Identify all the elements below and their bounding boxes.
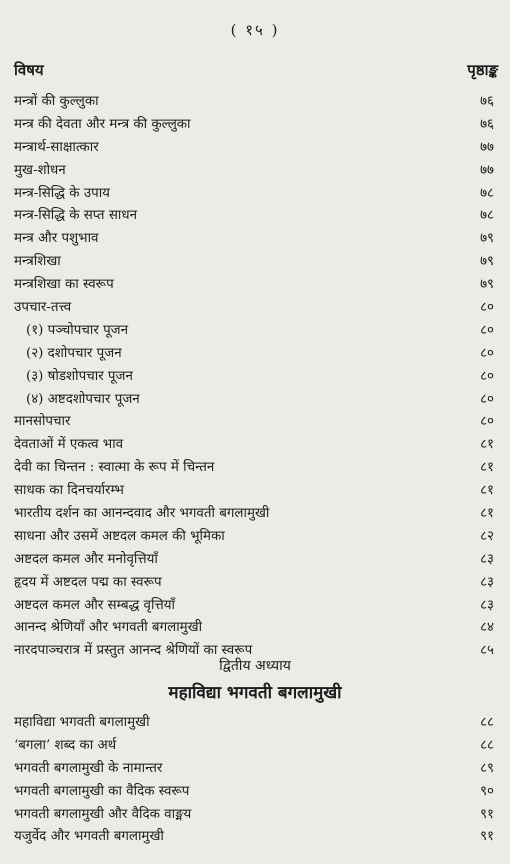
toc-entry [14,297,496,320]
toc-entry [14,781,496,804]
toc-subentry [14,320,496,343]
entry-page: ८१ [480,483,494,499]
entry-page: ८५ [480,643,494,659]
entry-page: ७६ [480,116,494,132]
entry-page: ८० [480,300,494,316]
entry-page: ८८ [480,715,494,730]
entry-title: मन्त्र और पशुभाव [14,231,99,247]
entry-page: ७८ [480,185,494,201]
entry-page: ८१ [480,437,494,453]
toc-entry [14,572,496,595]
toc-entry [14,114,496,137]
entry-title: भगवती बगलामुखी के नामान्तर [14,760,163,776]
toc-entry [14,205,496,228]
entry-title: भगवती बगलामुखी और वैदिक वाङ्मय [14,806,192,822]
entry-title: नारदपाञ्चरात्र में प्रस्तुत आनन्द श्रेणियों का स्वरूप [14,643,253,659]
entry-page: ७८ [480,208,494,224]
entry-title: मन्त्रशिखा [14,254,61,270]
entry-page: ८३ [480,574,494,590]
entry-page: ७९ [480,277,494,293]
toc-entry [14,457,496,480]
entry-title: यजुर्वेद और भगवती बगलामुखी [14,829,164,845]
toc-entry [14,617,496,640]
entry-page: ८० [480,368,494,384]
entry-title: मन्त्रों की कुल्लुका [14,94,99,109]
entry-title: महाविद्या भगवती बगलामुखी [14,715,150,730]
entry-title: आनन्द श्रेणियाँ और भगवती बगलामुखी [14,620,203,636]
entry-page: ८० [480,345,494,361]
entry-page: ८० [480,414,494,430]
entry-page: ८२ [480,528,494,544]
toc-entry [14,411,496,434]
toc-header [14,60,498,80]
entry-page: ७७ [480,139,494,155]
toc-entry [14,183,496,206]
entry-title: (२) दशोपचार पूजन [26,345,122,361]
entry-title: साधना और उसमें अष्टदल कमल की भूमिका [14,528,225,544]
entry-title: साधक का दिनचर्यारम्भ [14,483,124,499]
entry-page: ८० [480,322,494,338]
entry-title: देवी का चिन्तन : स्वात्मा के रूप में चिन्तन [14,460,215,476]
entry-page: ७९ [480,231,494,247]
toc-entry [14,735,496,758]
entry-title: मन्त्र-सिद्धि के उपाय [14,185,110,201]
toc-entry [14,549,496,572]
toc-entry [14,595,496,618]
chapter-label: द्वितीय अध्याय [219,658,291,674]
entry-page: ८३ [480,597,494,613]
entry-title: भगवती बगलामुखी का वैदिक स्वरूप [14,783,190,799]
entry-title: देवताओं में एकत्व भाव [14,437,124,453]
entry-page: ८८ [480,737,494,753]
entry-title: (४) अष्टदशोपचार पूजन [26,391,140,407]
toc-entry [14,480,496,503]
toc-entry [14,503,496,526]
entry-page: ९० [480,783,494,799]
entry-page: ८१ [480,460,494,476]
entry-title: मन्त्र-सिद्धि के सप्त साधन [14,208,138,224]
toc-entry [14,526,496,549]
toc-entry [14,712,496,735]
entry-title: मुख-शोधन [14,162,66,178]
toc-entry [14,91,496,114]
toc-subentry [14,389,496,412]
entry-title: उपचार-तत्त्व [14,300,72,316]
entry-page: ७६ [480,94,494,109]
entry-page: ८१ [480,506,494,522]
toc-subentry [14,366,496,389]
toc-entry [14,137,496,160]
entry-title: मानसोपचार [14,414,71,430]
page-number: ( १५ ) [230,21,280,39]
toc-entry [14,826,496,849]
toc-entry [14,274,496,297]
entry-title: अष्टदल कमल और मनोवृत्तियाँ [14,551,158,567]
entry-page: ८० [480,391,494,407]
entry-page: ८९ [480,760,494,776]
toc-entry [14,758,496,781]
entry-title: ‘बगला’ शब्द का अर्थ [14,737,117,753]
toc-entry [14,228,496,251]
entry-page: ७९ [480,254,494,270]
entry-page: ८३ [480,551,494,567]
toc-entry [14,804,496,827]
entry-title: भारतीय दर्शन का आनन्दवाद और भगवती बगलामुखी [14,506,270,522]
toc-list-chapter-2 [14,712,496,849]
entry-title: मन्त्रशिखा का स्वरूप [14,277,114,293]
toc-subentry [14,343,496,366]
toc-entry [14,434,496,457]
entry-page: ९१ [480,806,494,822]
subject-heading: विषय [14,61,44,79]
entry-page: ८४ [480,620,494,636]
toc-list [14,91,496,663]
entry-title: हृदय में अष्टदल पद्म का स्वरूप [14,574,162,590]
entry-page: ९१ [480,829,494,845]
entry-title: (१) पञ्चोपचार पूजन [26,322,129,338]
entry-title: अष्टदल कमल और सम्बद्ध वृत्तियाँ [14,597,175,613]
entry-title: (३) षोडशोपचार पूजन [26,368,133,384]
page-heading: पृष्ठाङ्क [467,61,498,79]
entry-page: ७७ [480,162,494,178]
toc-entry [14,251,496,274]
toc-entry [14,160,496,183]
entry-title: मन्त्र की देवता और मन्त्र की कुल्लुका [14,116,191,132]
entry-title: मन्त्रार्थ-साक्षात्कार [14,139,99,155]
chapter-title: महाविद्या भगवती बगलामुखी [168,683,342,703]
